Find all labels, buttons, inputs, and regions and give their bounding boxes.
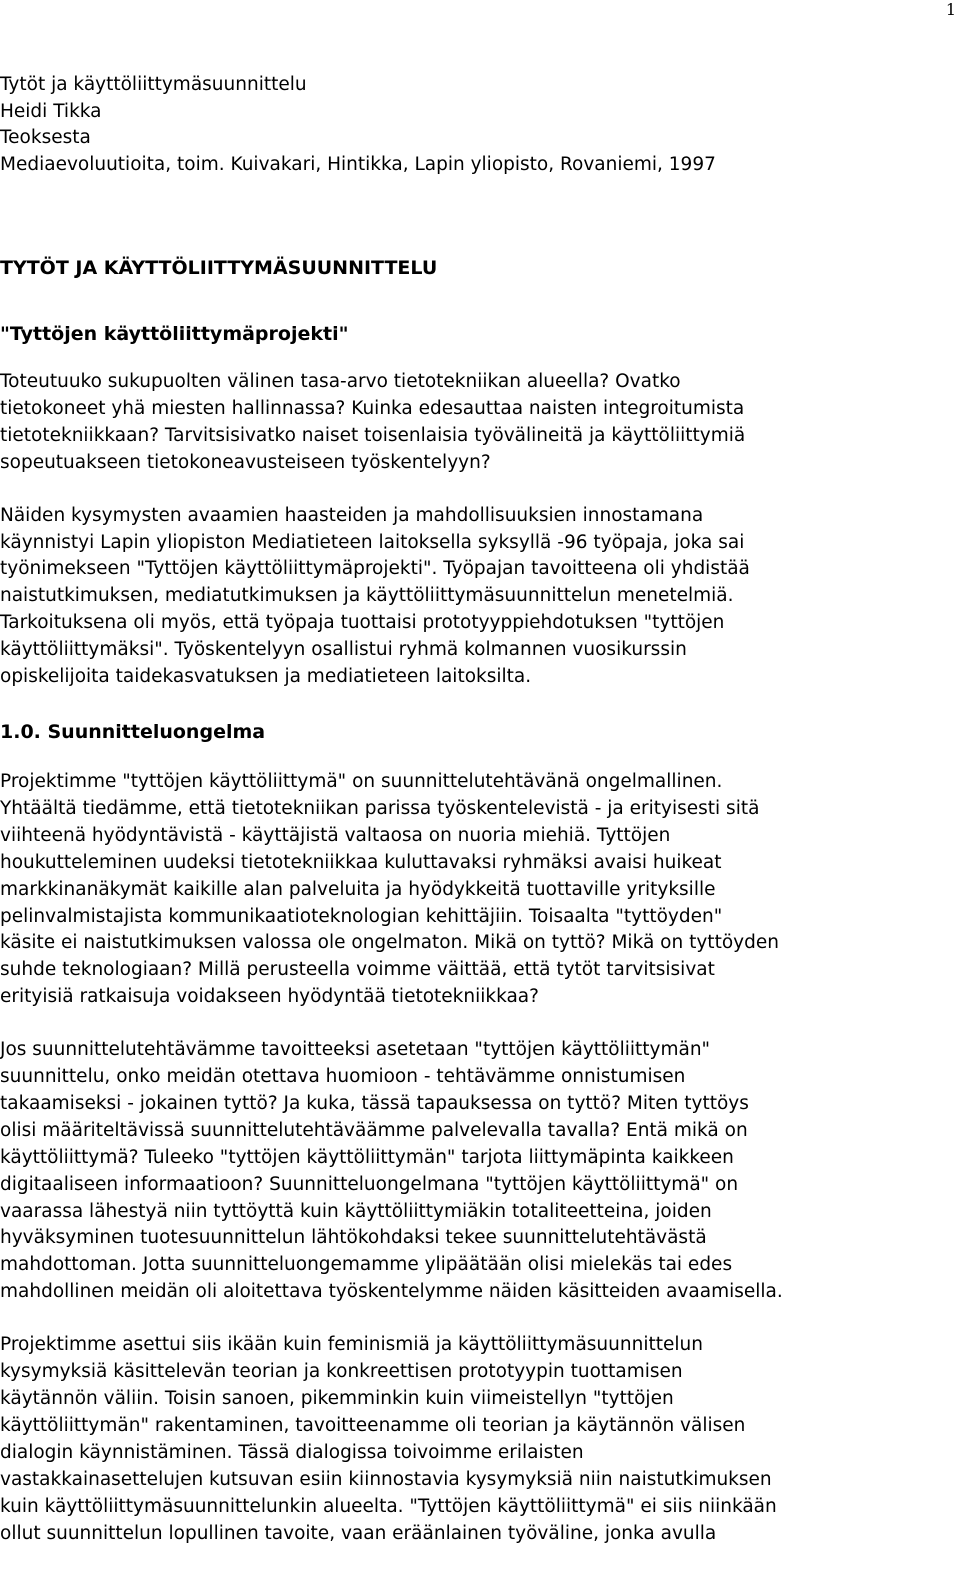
text-line: erityisiä ratkaisuja voidakseen hyödyntää tietotekniikkaa? bbox=[0, 986, 539, 1008]
paragraph bbox=[0, 503, 950, 691]
text-line: Projektimme asettui siis ikään kuin feminismiä ja käyttöliittymäsuunnittelun bbox=[0, 1334, 703, 1356]
text-line: suunnittelu, onko meidän otettava huomioon - tehtävämme onnistumisen bbox=[0, 1066, 686, 1088]
text-line: takaamiseksi - jokainen tyttö? Ja kuka, tässä tapauksessa on tyttö? Miten tyttöys bbox=[0, 1092, 749, 1114]
text-line: dialogin käynnistäminen. Tässä dialogissa toivoimme erilaisten bbox=[0, 1441, 584, 1463]
text-line: naistutkimuksen, mediatutkimuksen ja käyttöliittymäsuunnittelun menetelmiä. bbox=[0, 585, 734, 607]
paragraph bbox=[0, 1037, 950, 1306]
paragraph bbox=[0, 369, 950, 477]
text-line: Näiden kysymysten avaamien haasteiden ja mahdollisuuksien innostamana bbox=[0, 504, 704, 526]
text-line: viihteenä hyödyntävistä - käyttäjistä valtaosa on nuoria miehiä. Tyttöjen bbox=[0, 824, 671, 846]
text-line: kuin käyttöliittymäsuunnittelunkin alueelta. "Tyttöjen käyttöliittymä" ei siis niinkään bbox=[0, 1495, 777, 1517]
page-number: 1 bbox=[945, 0, 956, 19]
text-line: digitaaliseen informaatioon? Suunnitteluongelmana "tyttöjen käyttöliittymä" on bbox=[0, 1173, 739, 1195]
text-line: käyttöliittymä? Tuleeko "tyttöjen käyttöliittymän" tarjota liittymäpinta kaikkeen bbox=[0, 1146, 734, 1168]
text-line: tietokoneet yhä miesten hallinnassa? Kuinka edesauttaa naisten integroitumista bbox=[0, 397, 745, 419]
text-line: mahdollinen meidän oli aloitettava työskentelymme näiden käsitteiden avaamisella. bbox=[0, 1281, 783, 1303]
text-line: käynnistyi Lapin yliopiston Mediatieteen laitoksella syksyllä -96 työpaja, joka sai bbox=[0, 531, 745, 553]
bibliography-block bbox=[0, 72, 950, 178]
paragraph bbox=[0, 1332, 950, 1547]
text-line: Toteutuuko sukupuolten välinen tasa-arvo tietotekniikan alueella? Ovatko bbox=[0, 371, 681, 392]
text-line: suhde teknologiaan? Millä perusteella voimme väittää, että tytöt tarvitsisivat bbox=[0, 959, 715, 981]
text-line: käsite ei naistutkimuksen valossa ole ongelmaton. Mikä on tyttö? Mikä on tyttöyden bbox=[0, 932, 779, 954]
text-line: käyttöliittymäksi". Työskentelyyn osallistui ryhmä kolmannen vuosikurssin bbox=[0, 639, 687, 661]
text-line: olisi määriteltävissä suunnittelutehtäväämme palvelevalla tavalla? Entä mikä on bbox=[0, 1119, 748, 1141]
project-title: "Tyttöjen käyttöliittymäprojekti" bbox=[0, 323, 349, 345]
text-line: työnimekseen "Tyttöjen käyttöliittymäprojekti". Työpajan tavoitteena oli yhdistää bbox=[0, 558, 750, 580]
text-line: houkutteleminen uudeksi tietotekniikkaa kuluttavaksi ryhmäksi avaisi huikeat bbox=[0, 851, 722, 873]
paragraph bbox=[0, 769, 950, 1011]
bibliography-line: Tytöt ja käyttöliittymäsuunnittelu bbox=[0, 74, 307, 95]
text-line: ollut suunnittelun lopullinen tavoite, vaan eräänlainen työväline, jonka avulla bbox=[0, 1522, 717, 1544]
text-line: sopeutuakseen tietokoneavusteiseen työskentelyyn? bbox=[0, 451, 491, 473]
text-line: kysymyksiä käsittelevän teorian ja konkreettisen prototyypin tuottamisen bbox=[0, 1361, 683, 1383]
bibliography-line: Heidi Tikka bbox=[0, 100, 102, 122]
text-line: Yhtäältä tiedämme, että tietotekniikan parissa työskentelevistä - ja erityisesti sitä bbox=[0, 797, 760, 819]
text-line: hyväksyminen tuotesuunnittelun lähtökohdaksi tekee suunnittelutehtävästä bbox=[0, 1227, 707, 1249]
text-line: pelinvalmistajista kommunikaatioteknologian kehittäjiin. Toisaalta "tyttöyden" bbox=[0, 905, 723, 927]
main-title: TYTÖT JA KÄYTTÖLIITTYMÄSUUNNITTELU bbox=[0, 257, 438, 279]
document-body bbox=[0, 72, 950, 1547]
text-line: markkinanäkymät kaikille alan palveluita ja hyödykkeitä tuottaville yrityksille bbox=[0, 878, 716, 900]
text-line: Jos suunnittelutehtävämme tavoitteeksi asetetaan "tyttöjen käyttöliittymän" bbox=[0, 1039, 711, 1061]
text-line: Projektimme "tyttöjen käyttöliittymä" on suunnittelutehtävänä ongelmallinen. bbox=[0, 770, 723, 792]
text-line: vastakkainasettelujen kutsuvan esiin kiinnostavia kysymyksiä niin naistutkimuksen bbox=[0, 1468, 772, 1490]
text-line: tietotekniikkaan? Tarvitsisivatko naiset toisenlaisia työvälineitä ja käyttöliittymiä bbox=[0, 424, 746, 446]
bibliography-line: Mediaevoluutioita, toim. Kuivakari, Hintikka, Lapin yliopisto, Rovaniemi, 1997 bbox=[0, 153, 716, 175]
text-line: vaarassa lähestyä niin tyttöyttä kuin käyttöliittymiäkin totaliteetteina, joiden bbox=[0, 1200, 712, 1222]
section-heading: 1.0. Suunnitteluongelma bbox=[0, 720, 266, 743]
text-line: mahdottoman. Jotta suunnitteluongemamme ylipäätään olisi mielekäs tai edes bbox=[0, 1254, 733, 1276]
text-line: käyttöliittymän" rakentaminen, tavoitteenamme oli teorian ja käytännön välisen bbox=[0, 1414, 746, 1436]
text-line: käytännön väliin. Toisin sanoen, pikemminkin kuin viimeistellyn "tyttöjen bbox=[0, 1388, 674, 1409]
text-line: Tarkoituksena oli myös, että työpaja tuottaisi prototyyppiehdotuksen "tyttöjen bbox=[0, 612, 725, 634]
bibliography-line: Teoksesta bbox=[0, 127, 91, 148]
text-line: opiskelijoita taidekasvatuksen ja mediatieteen laitoksilta. bbox=[0, 666, 532, 688]
